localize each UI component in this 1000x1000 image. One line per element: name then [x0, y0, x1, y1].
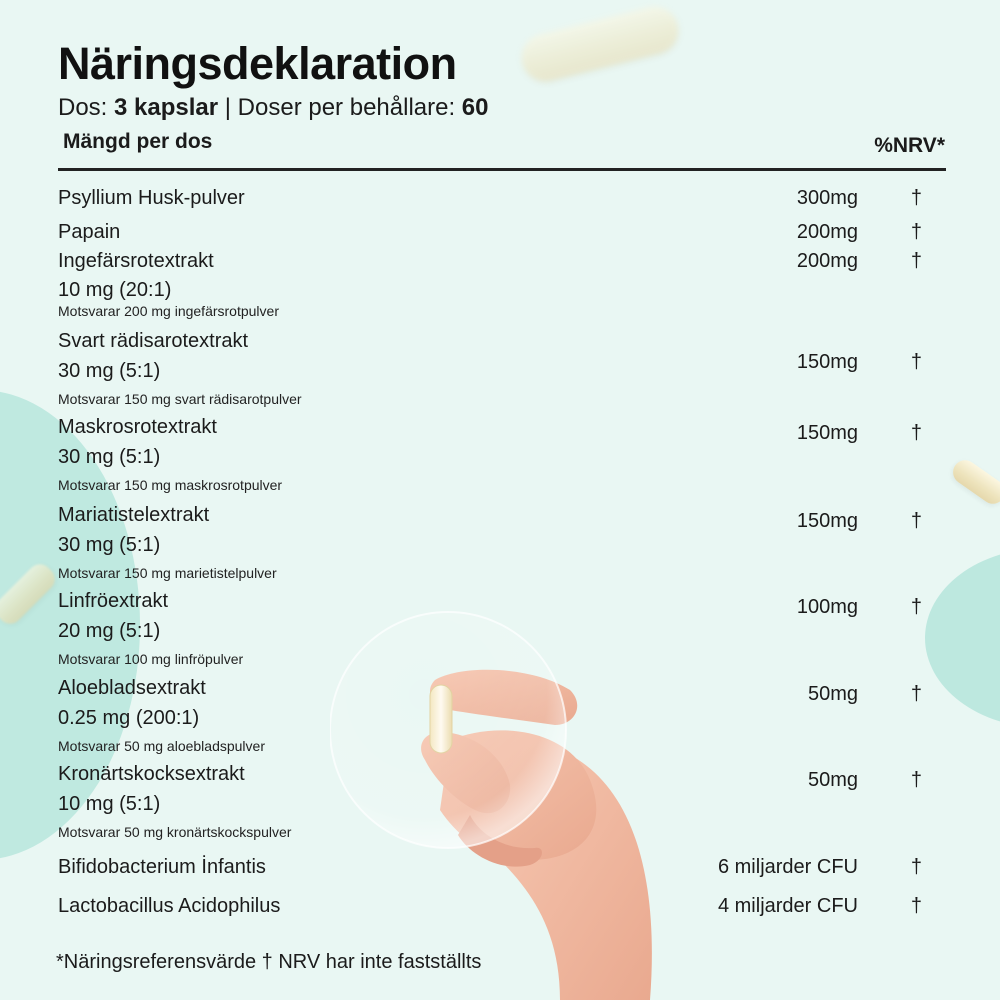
ingredient-name: Ingefärsrotextrakt: [58, 250, 214, 272]
ingredient-name: Svart rädisarotextrakt: [58, 330, 249, 352]
ingredient-nrv: †: [910, 422, 922, 444]
ingredient-name: Papain: [58, 221, 121, 243]
ingredient-name: Kronärtskocksextrakt: [58, 763, 245, 785]
ingredient-equivalent: Motsvarar 150 mg marietistelpulver: [58, 565, 277, 581]
ingredient-equivalent: Motsvarar 200 mg ingefärsrotpulver: [58, 303, 279, 319]
nrv-header: %NRV*: [874, 134, 945, 157]
amount-per-dose-header: Mängd per dos: [63, 130, 213, 153]
ingredient-nrv: †: [910, 250, 922, 272]
ingredient-amount: 150mg: [796, 351, 858, 373]
ingredient-equivalent: Motsvarar 50 mg kronärtskockspulver: [58, 824, 292, 840]
ingredient-name: Linfröextrakt: [58, 590, 169, 612]
ingredient-amount: 150mg: [796, 510, 858, 532]
ingredient-nrv: †: [910, 221, 922, 243]
ingredient-equivalent: Motsvarar 50 mg aloebladspulver: [58, 738, 265, 754]
page-title: Näringsdeklaration: [58, 38, 457, 89]
ingredient-extract-ratio: 10 mg (5:1): [58, 793, 161, 815]
separator: |: [218, 94, 238, 121]
ingredient-nrv: †: [910, 895, 922, 917]
ingredient-nrv: †: [910, 683, 922, 705]
ingredient-amount: 50mg: [807, 769, 858, 791]
ingredient-extract-ratio: 30 mg (5:1): [58, 446, 161, 468]
ingredient-amount: 6 miljarder CFU: [717, 856, 858, 878]
ingredient-extract-ratio: 0.25 mg (200:1): [58, 707, 200, 729]
ingredient-extract-ratio: 20 mg (5:1): [58, 620, 161, 642]
doses-per-container-value: 60: [461, 94, 489, 121]
footnote: *Näringsreferensvärde † NRV har inte fastställts: [56, 951, 482, 973]
serving-info: [58, 94, 489, 122]
dose-value: 3 kapslar: [114, 94, 219, 121]
ingredient-nrv: †: [910, 856, 922, 878]
ingredient-nrv: †: [910, 510, 922, 532]
capsule-right: [948, 456, 1000, 509]
ingredient-nrv: †: [910, 769, 922, 791]
blurred-capsule-top: [517, 1, 684, 86]
ingredient-amount: 200mg: [796, 250, 858, 272]
doses-per-container-label: Doser per behållare:: [237, 94, 462, 121]
ingredient-amount: 200mg: [796, 221, 858, 243]
ingredient-amount: 4 miljarder CFU: [717, 895, 858, 917]
ingredient-amount: 100mg: [796, 596, 858, 618]
ingredient-name: Mariatistelextrakt: [58, 504, 210, 526]
ingredient-nrv: †: [910, 351, 922, 373]
ingredient-extract-ratio: 30 mg (5:1): [58, 360, 161, 382]
hand-holding-capsule-image: [330, 610, 670, 1000]
dose-label: Dos:: [58, 94, 115, 121]
ingredient-name: Bifidobacterium İnfantis: [58, 856, 266, 878]
ingredient-equivalent: Motsvarar 150 mg svart rädisarotpulver: [58, 391, 302, 407]
ingredient-amount: 150mg: [796, 422, 858, 444]
ingredient-extract-ratio: 30 mg (5:1): [58, 534, 161, 556]
ingredient-extract-ratio: 10 mg (20:1): [58, 279, 172, 301]
ingredient-amount: 300mg: [796, 187, 858, 209]
ingredient-equivalent: Motsvarar 150 mg maskrosrotpulver: [58, 477, 283, 493]
background-circle-right: [925, 548, 1000, 728]
ingredient-name: Maskrosrotextrakt: [58, 416, 217, 438]
ingredient-name: Aloebladsextrakt: [58, 677, 206, 699]
ingredient-name: Lactobacillus Acidophilus: [58, 895, 281, 917]
ingredient-nrv: †: [910, 596, 922, 618]
ingredient-name: Psyllium Husk-pulver: [58, 187, 245, 209]
header-divider: [58, 168, 946, 171]
ingredient-equivalent: Motsvarar 100 mg linfröpulver: [58, 651, 244, 667]
ingredient-nrv: †: [910, 187, 922, 209]
ingredient-amount: 50mg: [807, 683, 858, 705]
